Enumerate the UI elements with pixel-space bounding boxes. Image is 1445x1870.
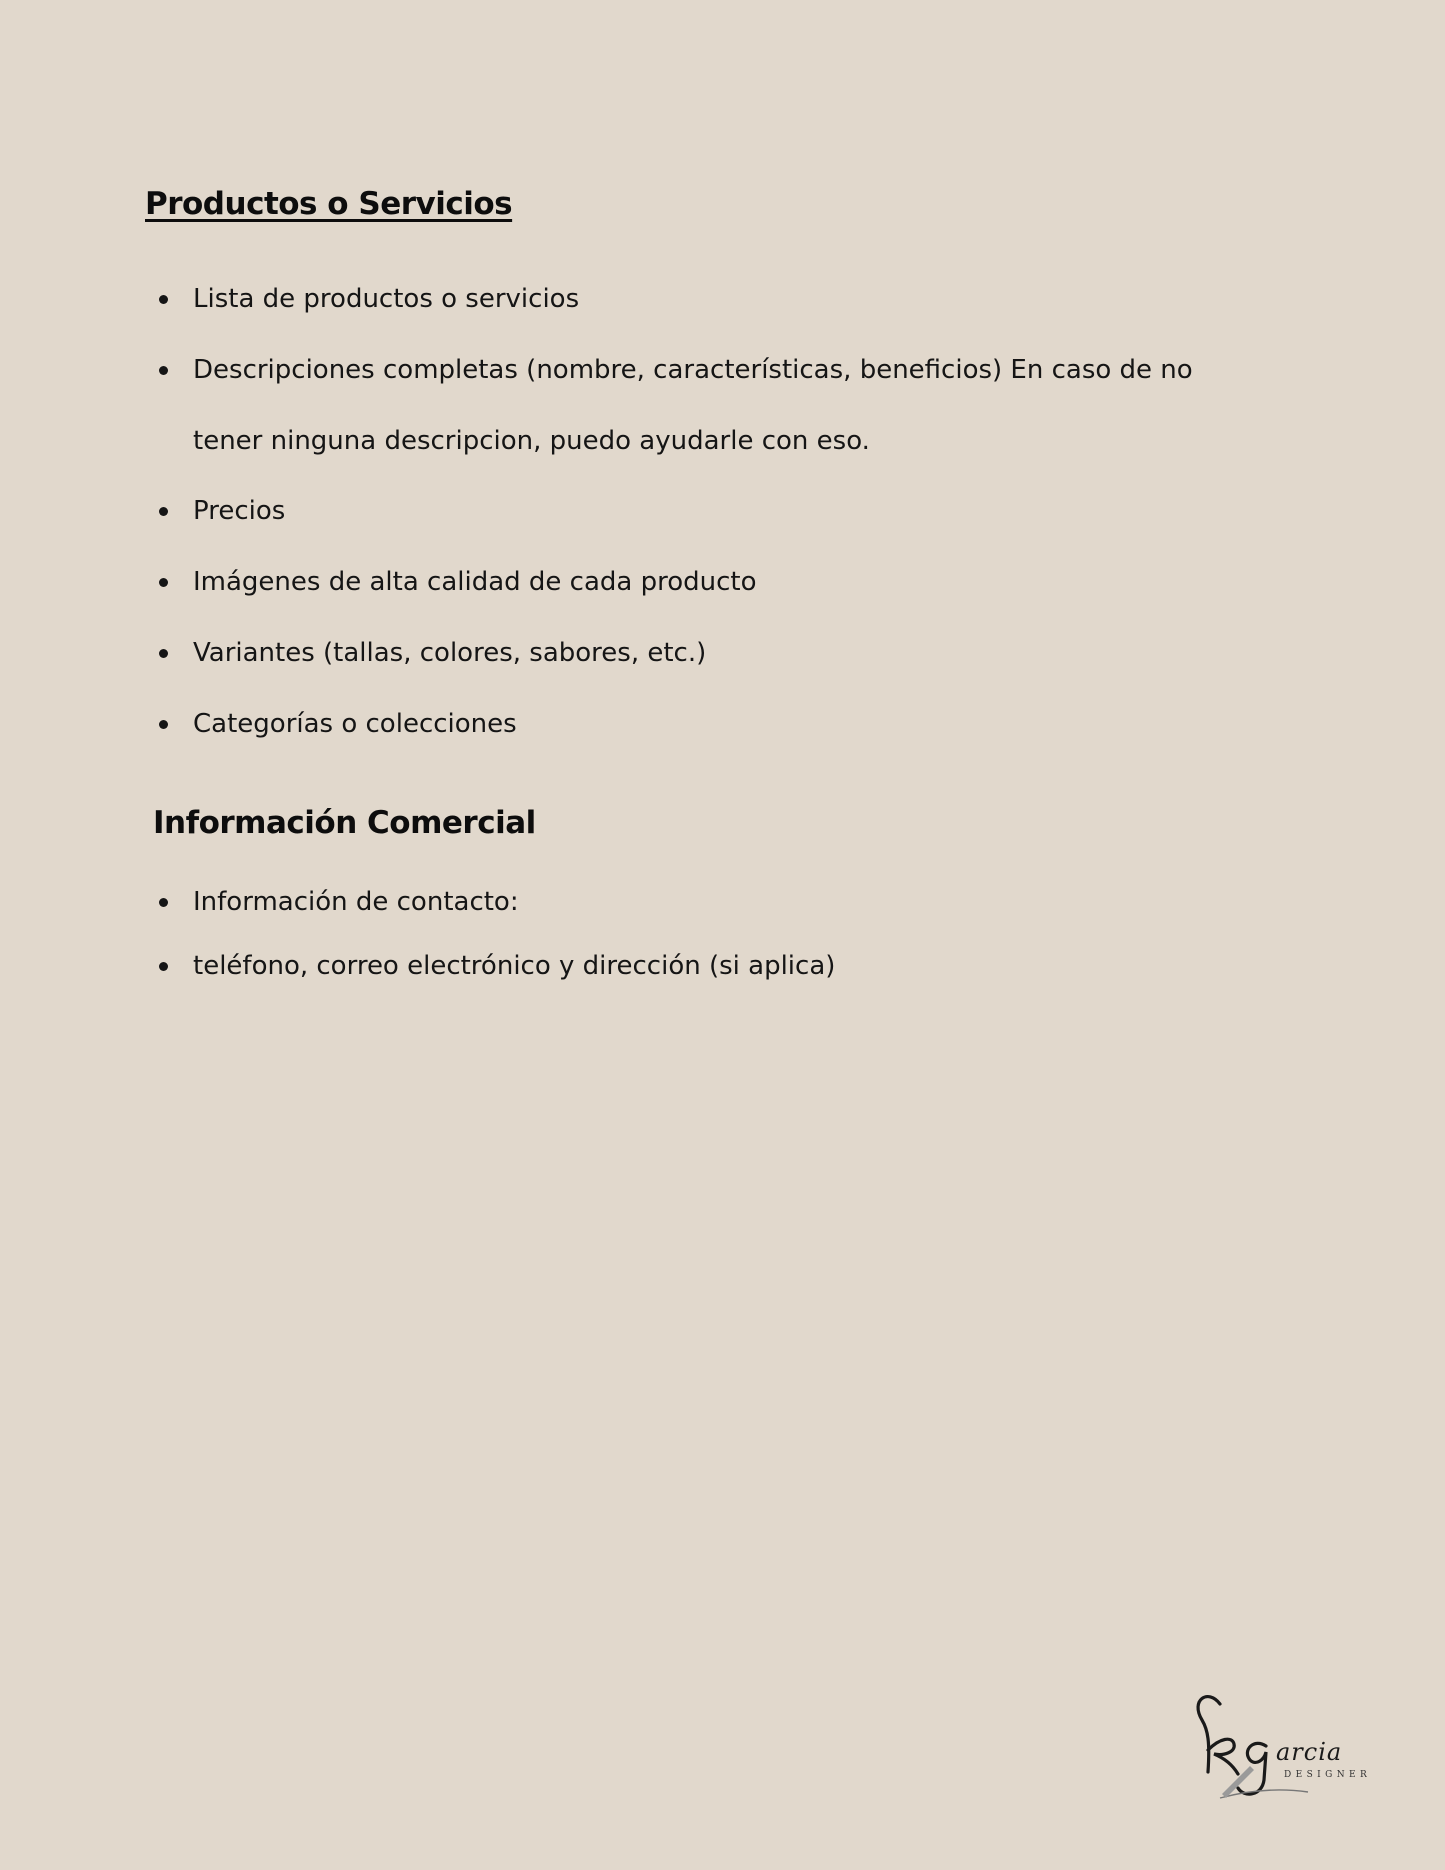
logo-tagline: DESIGNER (1284, 1770, 1372, 1780)
logo-script-text: arcia (1276, 1738, 1343, 1766)
list-item (145, 689, 1325, 760)
list-item (145, 476, 1325, 547)
list-item-text: Imágenes de alta calidad de cada producto (193, 567, 757, 598)
list-item-text: Descripciones completas (nombre, características, beneficios) En caso de no (193, 354, 1193, 385)
kgarcia-designer-logo (1180, 1680, 1380, 1810)
list-item-text: Información de contacto: (193, 887, 519, 917)
bullet-icon (159, 295, 168, 304)
list-item-text: Categorías o colecciones (193, 708, 517, 739)
list-item-text: teléfono, correo electrónico y dirección (si aplica) (193, 951, 836, 981)
list-item-text-continued: tener ninguna descripcion, puedo ayudarle con eso. (193, 425, 870, 456)
bullet-icon (159, 366, 168, 375)
list-item (145, 335, 1325, 477)
bullet-icon (159, 720, 168, 729)
section-title-comercial: Información Comercial (153, 805, 536, 841)
list-item (145, 264, 1325, 335)
bullet-icon (159, 649, 168, 658)
list-item-text: Variantes (tallas, colores, sabores, etc.) (193, 637, 707, 668)
list-item (145, 934, 1325, 998)
bullet-icon (159, 507, 168, 516)
bullet-icon (159, 578, 168, 587)
list-item-text: Lista de productos o servicios (193, 284, 580, 314)
logo-mark-icon (1180, 1680, 1380, 1810)
bullet-list-comercial (145, 870, 1325, 998)
bullet-list-productos (145, 264, 1325, 760)
list-item-text: Precios (193, 496, 286, 527)
list-item (145, 618, 1325, 689)
bullet-icon (159, 962, 168, 971)
list-item (145, 870, 1325, 934)
list-item (145, 547, 1325, 618)
section-title-productos: Productos o Servicios (145, 186, 513, 222)
bullet-icon (159, 898, 168, 907)
